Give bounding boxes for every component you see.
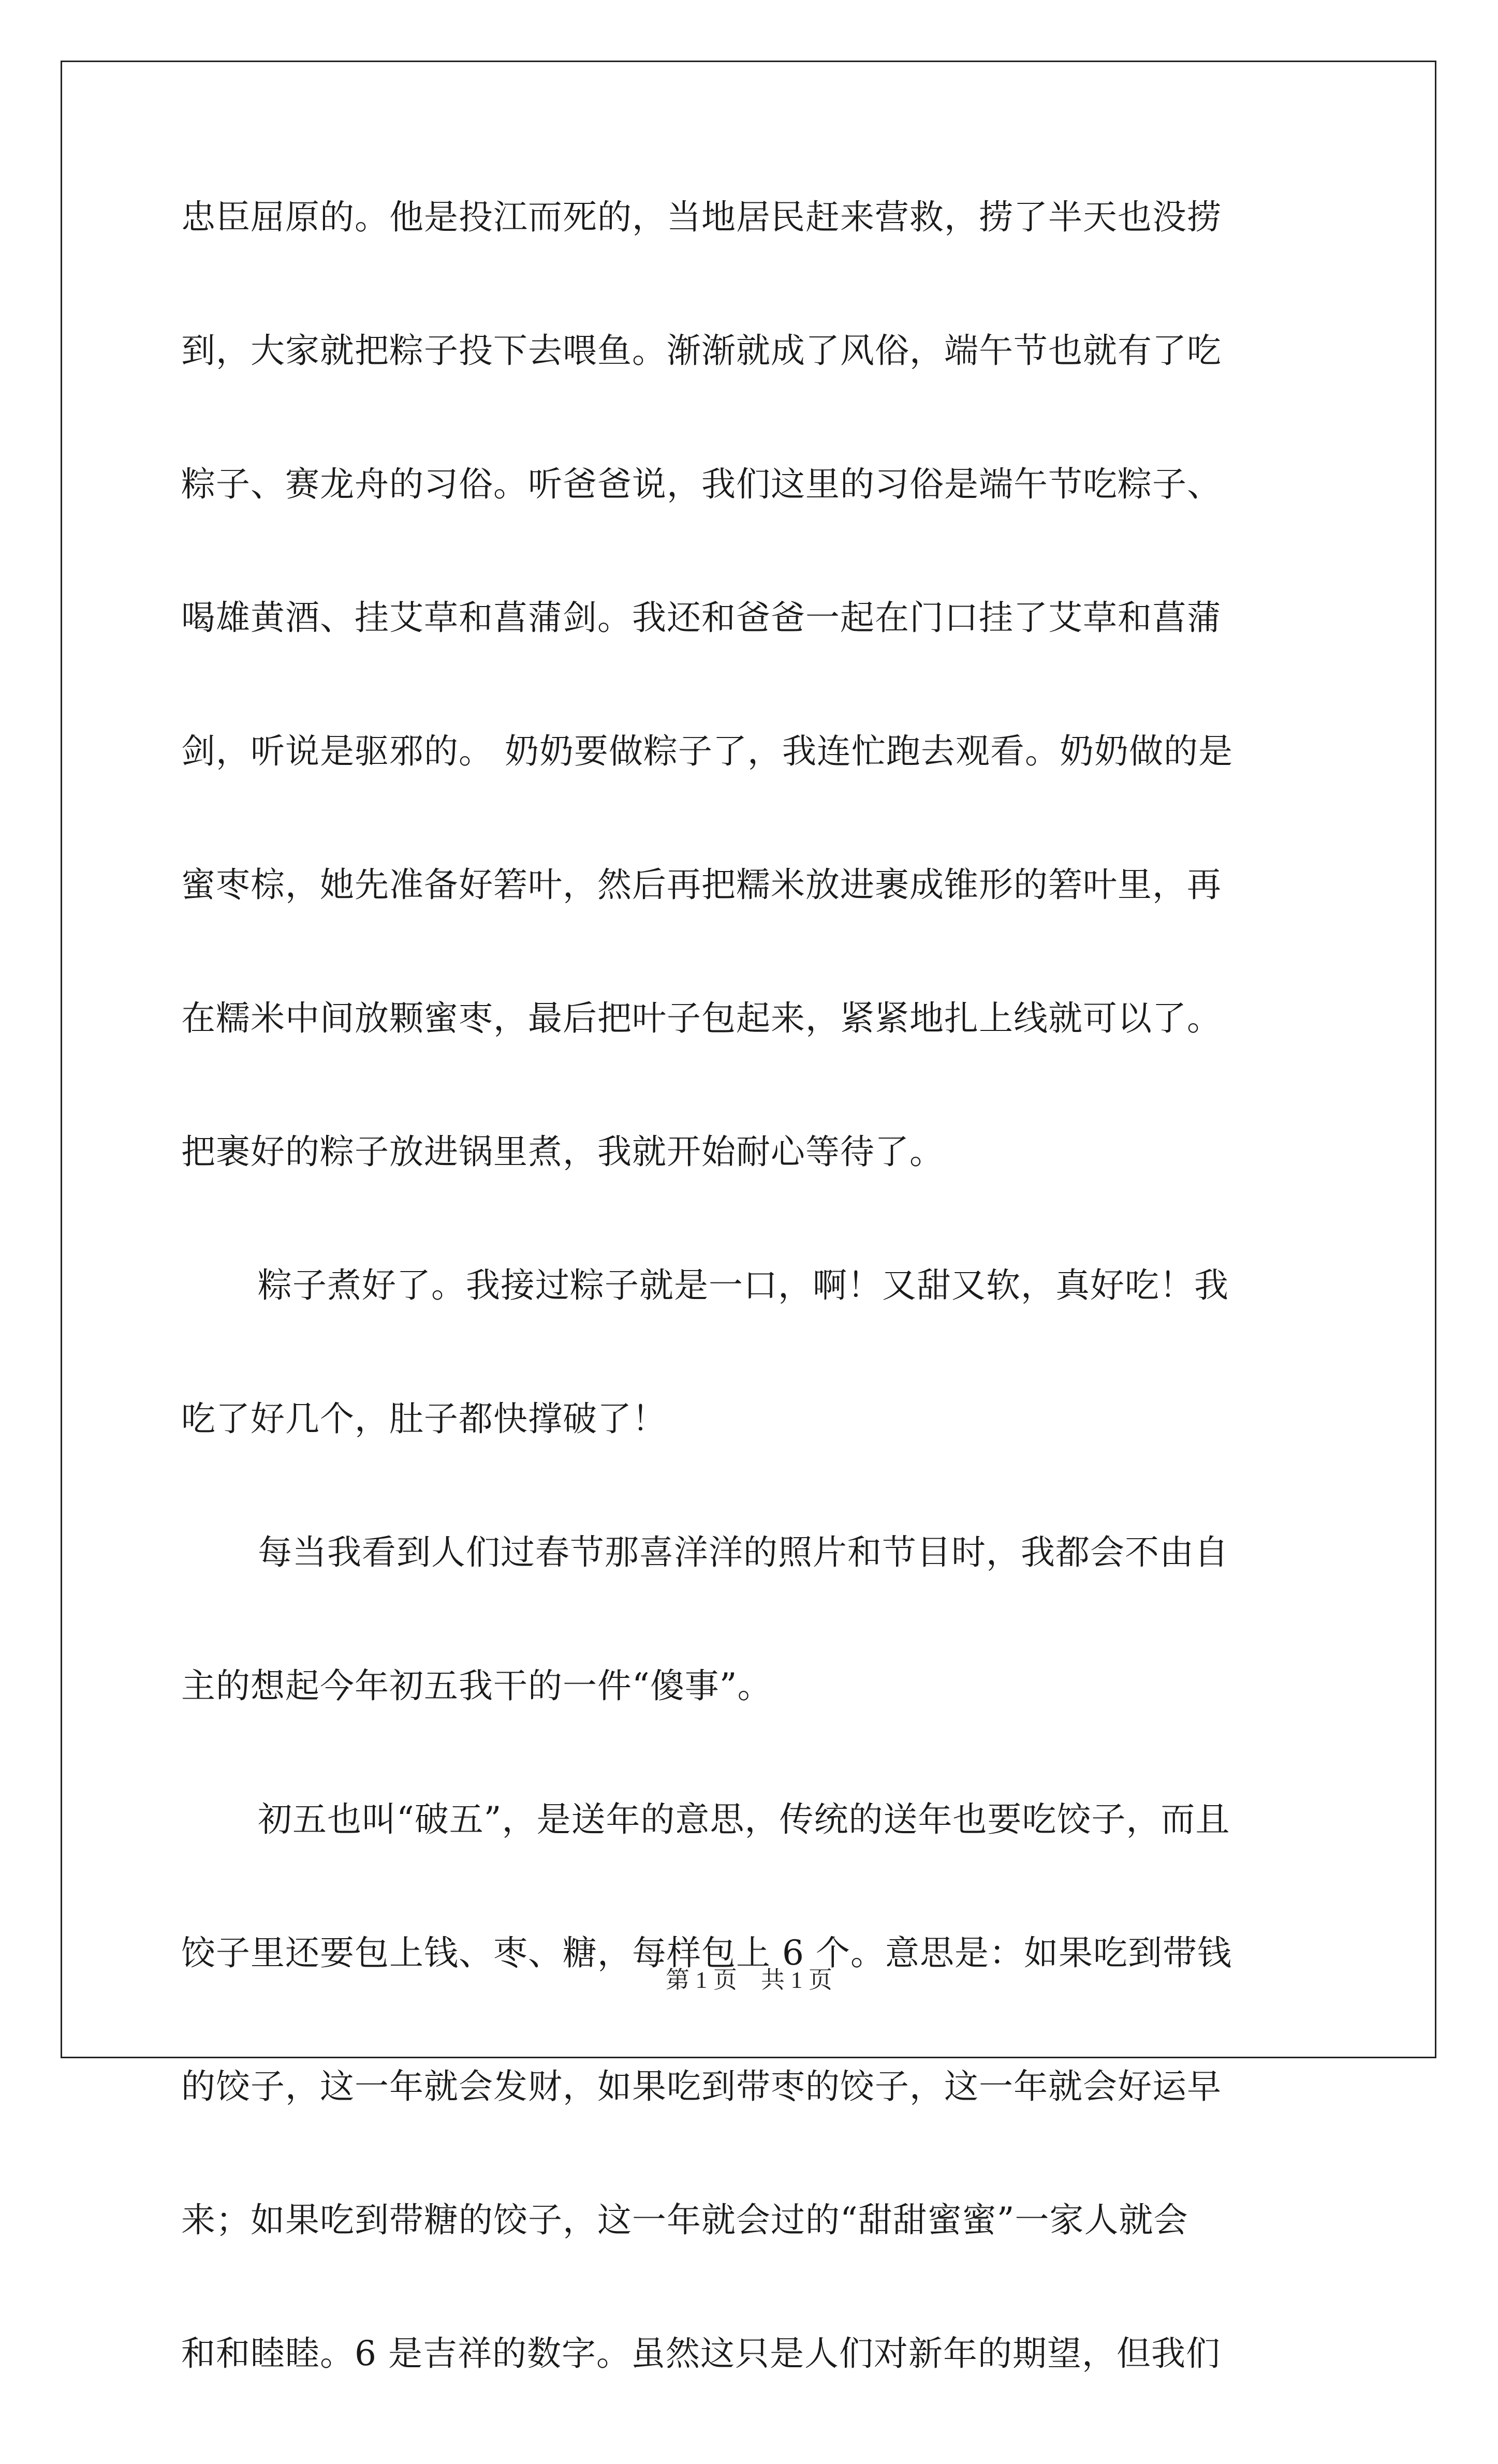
text-line: 剑，听说是驱邪的。 奶奶要做粽子了，我连忙跑去观看。奶奶做的是 — [181, 731, 1233, 771]
text-line: 到，大家就把粽子投下去喂鱼。渐渐就成了风俗，端午节也就有了吃 — [181, 331, 1222, 371]
document-body — [181, 194, 1320, 2464]
text-line: 主的想起今年初五我干的一件“傻事”。 — [181, 1666, 772, 1706]
text-line: 吃了好几个，肚子都快撑破了！ — [181, 1399, 667, 1439]
text-line: 在糯米中间放颗蜜枣，最后把叶子包起来，紧紧地扎上线就可以了。 — [181, 998, 1222, 1038]
text-line: 和和睦睦。6 是吉祥的数字。虽然这只是人们对新年的期望，但我们 — [181, 2334, 1221, 2373]
text-line: 粽子、赛龙舟的习俗。听爸爸说，我们这里的习俗是端午节吃粽子、 — [181, 464, 1222, 504]
page-number-footer: 第 1 页 共 1 页 — [666, 1967, 832, 1993]
text-line: 的饺子，这一年就会发财，如果吃到带枣的饺子，这一年就会好运早 — [181, 2067, 1222, 2106]
text-line: 喝雄黄酒、挂艾草和菖蒲剑。我还和爸爸一起在门口挂了艾草和菖蒲 — [181, 598, 1222, 638]
paragraph-first-line: 初五也叫“破五”，是送年的意思，传统的送年也要吃饺子，而且 — [258, 1799, 1230, 1839]
text-line: 蜜枣棕，她先准备好箬叶，然后再把糯米放进裹成锥形的箬叶里，再 — [181, 865, 1222, 905]
paragraph-first-line: 每当我看到人们过春节那喜洋洋的照片和节目时，我都会不由自 — [258, 1532, 1229, 1572]
text-line: 来；如果吃到带糖的饺子，这一年就会过的“甜甜蜜蜜”一家人就会 — [181, 2200, 1188, 2240]
paragraph-first-line: 粽子煮好了。我接过粽子就是一口，啊！又甜又软，真好吃！我 — [258, 1265, 1229, 1305]
text-line: 忠臣屈原的。他是投江而死的，当地居民赶来营救，捞了半天也没捞 — [181, 197, 1222, 237]
text-line: 饺子里还要包上钱、枣、糖，每样包上 6 个。意思是：如果吃到带钱 — [181, 1933, 1232, 1973]
text-line: 把裹好的粽子放进锅里煮，我就开始耐心等待了。 — [181, 1132, 944, 1172]
